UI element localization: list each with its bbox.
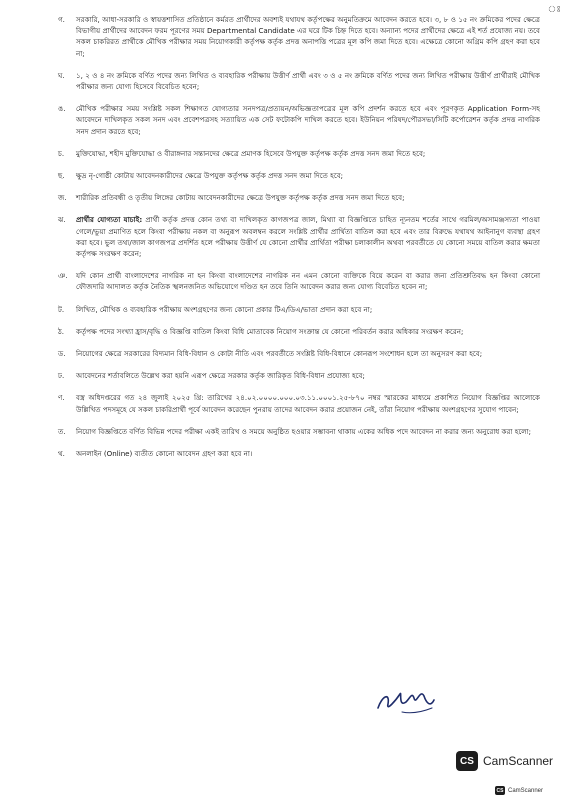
clause-text: সরকারি, আধা-সরকারি ও স্বায়ত্তশাসিত প্রতিষ্ঠানে কর্মরত প্রার্থীদের অবশ্যই যথাযথ কর্তৃপক্ষের অনুমতিক্রমে আবেদন করতে হবে। ৩, ৮ ও ১৫ নং ক্রমিকের পদের ক্ষেত্রে বিভাগীয় প্রার্থীদের আবেদন ফরম পূরণের সময় Departmental Candidate এর ঘরে টিক চিহ্ন দিতে হবে। অন্যান্য পদের প্রার্থীদের ক্ষেত্রে এই শর্ত প্রযোজ্য নয়। তবে সকল চাকরিরত প্রার্থীকে মৌখিক পরীক্ষার সময় নিয়োগকারী কর্তৃপক্ষ কর্তৃক প্রদত্ত অনাপত্তি পত্রের মূল কপি জমা দিতে হবে। এক্ষেত্রে কোনো অগ্রিম কপি গ্রহণ করা হবে না;	[76, 15, 540, 58]
corner-mark: ঃ	[547, 5, 561, 15]
camscanner-name: CamScanner	[483, 754, 554, 768]
camscanner-logo-icon: CS	[456, 751, 478, 771]
clause-marker: ঠ.	[58, 326, 65, 336]
clause-marker: চ.	[58, 148, 65, 158]
camscanner-watermark	[456, 751, 553, 771]
camscanner-footer-name: CamScanner	[507, 787, 543, 794]
clause-marker: ঢ.	[58, 371, 65, 381]
clause-text: নিয়োগ বিজ্ঞপ্তিতে বর্ণিত বিভিন্ন পদের পরীক্ষা একই তারিখ ও সময়ে অনুষ্ঠিত হওয়ার সম্ভাবনা থাকায় একের অধিক পদে আবেদন না করার জন্য অনুরোধ করা হলো;	[76, 426, 532, 436]
clause-marker: ট.	[58, 304, 65, 314]
clause-text: কর্তৃপক্ষ পদের সংখ্যা হ্রাস/বৃদ্ধি ও বিজ্ঞপ্তি বাতিল কিংবা বিধি মোতাবেক নিয়োগ সংক্রান্ত যে কোনো পরিবর্তন করার অধিকার সংরক্ষণ করেন;	[76, 326, 464, 336]
clause-umo	[58, 103, 540, 137]
clause-body: প্রার্থী কর্তৃক প্রদত্ত কোন তথ্য বা দাখিলকৃত কাগজপত্র জাল, মিথ্যা বা বিজ্ঞপ্তিতে চাহিত ন্যূনতম শর্তের সাথে গরমিল/অসামঞ্জস্যতা পাওয়া গেলে/ভুয়া প্রমাণিত হলে কিংবা পরীক্ষায় নকল বা অনুরূপ অবলম্বন করলে সংশ্লিষ্ট প্রার্থীর প্রার্থিতা বাতিল করা হবে এবং তার বিরুদ্ধে যথাযথ আইনানুগ ব্যবস্থা গ্রহণ করা হবে। ভুল তথ্য/জাল কাগজপত্র প্রদর্শিত হলে পরীক্ষায় উত্তীর্ণ যে কোনো প্রার্থীর প্রার্থিতা পরীক্ষা চলাকালীন অথবা পরবর্তীতে যে কোনো সময়ে বাতিল করার ক্ষমতা কর্তৃপক্ষ সংরক্ষণ করেন;	[76, 215, 540, 259]
clause-chha	[58, 170, 540, 181]
clause-tta	[58, 304, 540, 315]
clause-marker: ঝ.	[58, 215, 66, 225]
camscanner-mini-icon: CS	[496, 787, 504, 794]
clause-nna	[58, 392, 540, 414]
clause-text: নিয়োগের ক্ষেত্রে সরকারের বিদ্যমান বিধি-বিধান ও কোটা নীতি এবং পরবর্তীতে সংশ্লিষ্ট বিধি-বিধানে কোনরূপ সংশোধন হলে তা অনুসরণ করা হবে;	[76, 349, 483, 359]
clause-text: ক্ষুদ্র নৃ-গোষ্ঠী কোটায় আবেদনকারীদের ক্ষেত্রে উপযুক্ত কর্তৃপক্ষ কর্তৃক প্রদত্ত সনদ জমা দিতে হবে;	[76, 171, 344, 181]
camscanner-footer	[495, 786, 543, 795]
clause-marker: ঘ.	[58, 70, 65, 80]
clause-tha	[58, 448, 540, 459]
clause-marker: গ.	[58, 15, 65, 24]
clause-ddha	[58, 370, 540, 381]
clause-gha	[58, 70, 540, 92]
clause-marker: থ.	[58, 449, 65, 459]
clause-text: বস্ত্র অধিদপ্তরের গত ২৪ জুলাই ২০২৫ খ্রি: তারিখের ২৪.০২.০০০০.০০০.০৩.১১.০০০১.২৫-৮৭০ নম্বর স্মারকের মাধ্যমে প্রকাশিত নিয়োগ বিজ্ঞপ্তির আলোকে উল্লিখিত পদসমূহে যে সকল চাকরিপ্রার্থী পূর্বে আবেদন করেছেন পুনরায় তাদের আবেদন করার প্রয়োজন নেই, তাঁরা নিয়োগ পরীক্ষায় অংশগ্রহণের সুযোগ পাবেন;	[76, 393, 540, 414]
clause-ño	[58, 270, 540, 292]
clause-marker: ড.	[58, 349, 66, 359]
clause-text: মৌখিক পরীক্ষার সময় সংশ্লিষ্ট সকল শিক্ষাগত যোগ্যতার সনদপত্র/প্রত্যয়ন/অভিজ্ঞতাপত্রের মূল কপি প্রদর্শন করতে হবে এবং পূরণকৃত Application Form-সহ আবেদনে দাখিলকৃত সকল সনদ এবং প্রবেশপত্রসহ সত্যায়িত এক সেট ফটোকপি দাখিল করতে হবে। ইউনিয়ন পরিষদ/পৌরসভা/সিটি কর্পোরেশন কর্তৃক প্রদত্ত নাগরিক সনদ প্রদান করতে হবে;	[76, 104, 540, 136]
clause-jha	[58, 214, 540, 259]
clause-text: শারীরিক প্রতিবন্ধী ও তৃতীয় লিঙ্গের কোটায় আবেদনকারীদের ক্ষেত্রে উপযুক্ত কর্তৃপক্ষ কর্তৃক প্রদত্ত সনদ জমা দিতে হবে;	[76, 193, 405, 203]
clause-marker: ঙ.	[58, 104, 66, 114]
clause-ta	[58, 426, 540, 437]
clause-text: মুক্তিযোদ্ধা, শহীদ মুক্তিযোদ্ধা ও বীরাঙ্গনার সন্তানদের ক্ষেত্রে প্রমাণক হিসেবে উপযুক্ত কর্তৃপক্ষ কর্তৃক প্রদত্ত সনদ জমা দিতে হবে;	[76, 148, 426, 158]
clause-text: যদি কোন প্রার্থী বাংলাদেশের নাগরিক না হন কিংবা বাংলাদেশের নাগরিক নন এমন কোনো ব্যক্তিকে বিয়ে করেন বা করার জন্য প্রতিশ্রুতিবদ্ধ হন কিংবা কোনো ফৌজদারি আদালত কর্তৃক নৈতিক স্খলনজনিত অভিযোগে দণ্ডিত হন তবে তিনি আবেদন করার জন্য যোগ্য বিবেচিত হবেন না;	[76, 271, 540, 292]
clause-text: আবেদনের শর্তাবলিতে উল্লেখ করা হয়নি এরূপ ক্ষেত্রে সরকার কর্তৃক জারিকৃত বিধি-বিধান প্রযোজ্য হবে;	[76, 371, 365, 381]
document-body	[58, 14, 540, 470]
clause-lead: প্রার্থীর যোগ্যতা যাচাই:	[76, 215, 143, 225]
clause-dda	[58, 348, 540, 359]
clause-text: লিখিত, মৌখিক ও ব্যবহারিক পরীক্ষায় অংশগ্রহণের জন্য কোনো প্রকার টিএ/ডিএ/ভাতা প্রদান করা হবে না;	[76, 304, 373, 314]
clause-cha	[58, 148, 540, 159]
clause-text	[76, 214, 540, 259]
clause-marker: জ.	[58, 193, 67, 203]
clause-marker: ণ.	[58, 393, 65, 403]
clause-text: ১, ২ ও ৪ নং ক্রমিকে বর্ণিত পদের জন্য লিখিত ও ব্যবহারিক পরীক্ষায় উত্তীর্ণ প্রার্থী এবং ৩ ও ৫ নং ক্রমিকে বর্ণিত পদের জন্য লিখিত পরীক্ষায় উত্তীর্ণ প্রার্থীরাই মৌখিক পরীক্ষার জন্য যোগ্য হিসেবে বিবেচিত হবেন;	[76, 70, 540, 92]
clause-marker: ত.	[58, 426, 66, 436]
clause-ttha	[58, 326, 540, 337]
signature	[372, 678, 442, 720]
clause-marker: ঞ.	[58, 271, 68, 281]
clause-marker: ছ.	[58, 171, 65, 181]
clause-ga	[58, 14, 540, 59]
clause-ja	[58, 192, 540, 203]
clause-text: অনলাইন (Online) ব্যতীত কোনো আবেদন গ্রহণ করা হবে না।	[76, 449, 253, 459]
